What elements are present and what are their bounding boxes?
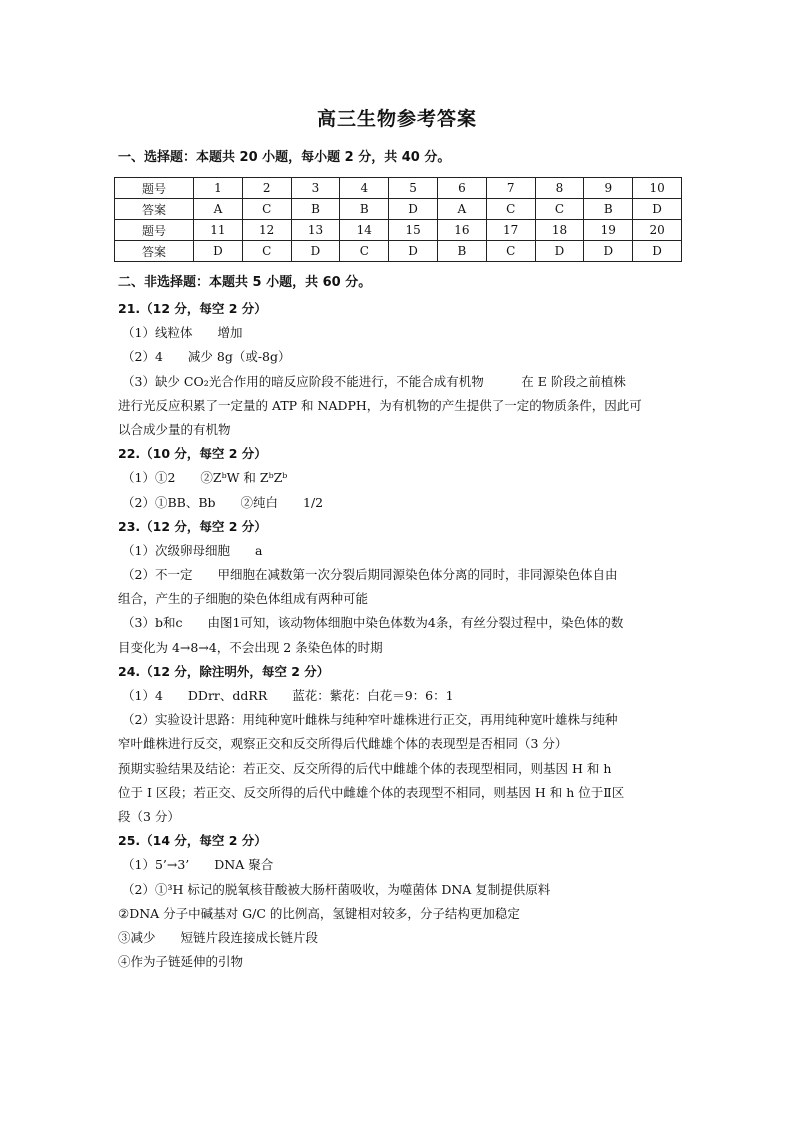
answer-line: （1）线粒体 增加 <box>122 325 243 341</box>
answer-cell: B <box>291 199 340 220</box>
answer-line: ③减少 短链片段连接成长链片段 <box>118 929 319 945</box>
question-number: 11 <box>194 220 243 241</box>
answer-cell: C <box>340 241 389 262</box>
answer-line: （2）实验设计思路：用纯种宽叶雌株与纯种窄叶雄株进行正交，再用纯种宽叶雄株与纯种 <box>122 712 618 728</box>
row-label: 题号 <box>115 178 194 199</box>
question-number: 10 <box>633 178 682 199</box>
answer-cell: C <box>486 199 535 220</box>
table-row-questions-2 <box>115 220 682 241</box>
answer-line: （2）不一定 甲细胞在减数第一次分裂后期同源染色体分离的同时，非同源染色体自由 <box>122 567 618 583</box>
question-number: 18 <box>535 220 584 241</box>
answer-line: （1）5’→3’ DNA 聚合 <box>122 857 274 873</box>
section1-heading: 一、选择题：本题共 20 小题，每小题 2 分，共 40 分。 <box>118 150 451 165</box>
question-heading: 24.（12 分，除注明外，每空 2 分） <box>118 663 330 679</box>
answer-cell: D <box>291 241 340 262</box>
answer-line: 以合成少量的有机物 <box>118 421 231 437</box>
question-number: 1 <box>194 178 243 199</box>
question-number: 17 <box>486 220 535 241</box>
answer-line: ②DNA 分子中碱基对 G/C 的比例高，氢键相对较多，分子结构更加稳定 <box>118 905 520 921</box>
question-number: 12 <box>242 220 291 241</box>
answer-cell: B <box>584 199 633 220</box>
question-number: 6 <box>437 178 486 199</box>
page-title: 高三生物参考答案 <box>316 108 477 130</box>
answer-cell: B <box>340 199 389 220</box>
question-number: 16 <box>437 220 486 241</box>
answer-line: 预期实验结果及结论：若正交、反交所得的后代中雌雄个体的表现型相同，则基因 H 和 h <box>118 760 612 776</box>
answer-line: （3）缺少 CO₂光合作用的暗反应阶段不能进行，不能合成有机物 在 E 阶段之前植株 <box>122 373 626 389</box>
question-heading: 22.（10 分，每空 2 分） <box>118 446 267 462</box>
answer-line: （1）4 DDrr、ddRR 蓝花：紫花：白花＝9：6：1 <box>122 688 454 703</box>
answer-line: （2）①³H 标记的脱氧核苷酸被大肠杆菌吸收，为噬菌体 DNA 复制提供原料 <box>122 881 551 897</box>
answer-cell: D <box>389 241 438 262</box>
answer-cell: A <box>437 199 486 220</box>
answer-cell: D <box>584 241 633 262</box>
row-label: 题号 <box>115 220 194 241</box>
answer-cell: D <box>535 241 584 262</box>
table-row-answers-2 <box>115 241 682 262</box>
answer-line: （2）4 减少 8g（或-8g） <box>122 349 291 365</box>
question-number: 2 <box>242 178 291 199</box>
answer-line: （3）b和c 由图1可知，该动物体细胞中染色体数为4条，有丝分裂过程中，染色体的数 <box>122 615 624 631</box>
answer-line: 进行光反应积累了一定量的 ATP 和 NADPH，为有机物的产生提供了一定的物质条件，因此可 <box>118 397 642 413</box>
answer-line: （1）次级卵母细胞 a <box>122 542 263 558</box>
question-number: 13 <box>291 220 340 241</box>
answer-table <box>114 177 682 262</box>
question-number: 15 <box>389 220 438 241</box>
question-heading: 21.（12 分，每空 2 分） <box>118 301 267 316</box>
answer-cell: C <box>242 241 291 262</box>
question-number: 20 <box>633 220 682 241</box>
answer-cell: D <box>389 199 438 220</box>
row-label: 答案 <box>115 199 194 220</box>
answer-line: 组合，产生的子细胞的染色体组成有两种可能 <box>118 591 369 607</box>
answer-cell: C <box>242 199 291 220</box>
answer-cell: C <box>486 241 535 262</box>
answer-line: 段（3 分） <box>118 808 180 824</box>
question-number: 7 <box>486 178 535 199</box>
question-number: 14 <box>340 220 389 241</box>
answer-cell: D <box>633 241 682 262</box>
answer-cell: A <box>194 199 243 220</box>
question-number: 8 <box>535 178 584 199</box>
table-row-questions-1 <box>115 178 682 199</box>
answer-line: 目变化为 4→8→4，不会出现 2 条染色体的时期 <box>118 639 383 655</box>
question-heading: 23.（12 分，每空 2 分） <box>118 518 267 534</box>
question-heading: 25.（14 分，每空 2 分） <box>118 833 267 849</box>
question-number: 4 <box>340 178 389 199</box>
row-label: 答案 <box>115 241 194 262</box>
answer-line: （1）①2 ②ZᵇW 和 ZᵇZᵇ <box>122 470 288 486</box>
question-number: 19 <box>584 220 633 241</box>
question-number: 9 <box>584 178 633 199</box>
section2-heading: 二、非选择题：本题共 5 小题，共 60 分。 <box>118 275 372 290</box>
answer-line: 窄叶雌株进行反交，观察正交和反交所得后代雌雄个体的表现型是否相同（3 分） <box>118 736 568 752</box>
table-row-answers-1 <box>115 199 682 220</box>
answer-line: 位于 I 区段；若正交、反交所得的后代中雌雄个体的表现型不相同，则基因 H 和 h 位于Ⅱ区 <box>118 784 625 800</box>
answer-content <box>118 297 684 974</box>
answer-cell: D <box>194 241 243 262</box>
answer-cell: B <box>437 241 486 262</box>
answer-line: ④作为子链延伸的引物 <box>118 954 244 970</box>
question-number: 5 <box>389 178 438 199</box>
question-number: 3 <box>291 178 340 199</box>
answer-cell: C <box>535 199 584 220</box>
answer-cell: D <box>633 199 682 220</box>
answer-line: （2）①BB、Bb ②纯白 1/2 <box>122 494 324 510</box>
